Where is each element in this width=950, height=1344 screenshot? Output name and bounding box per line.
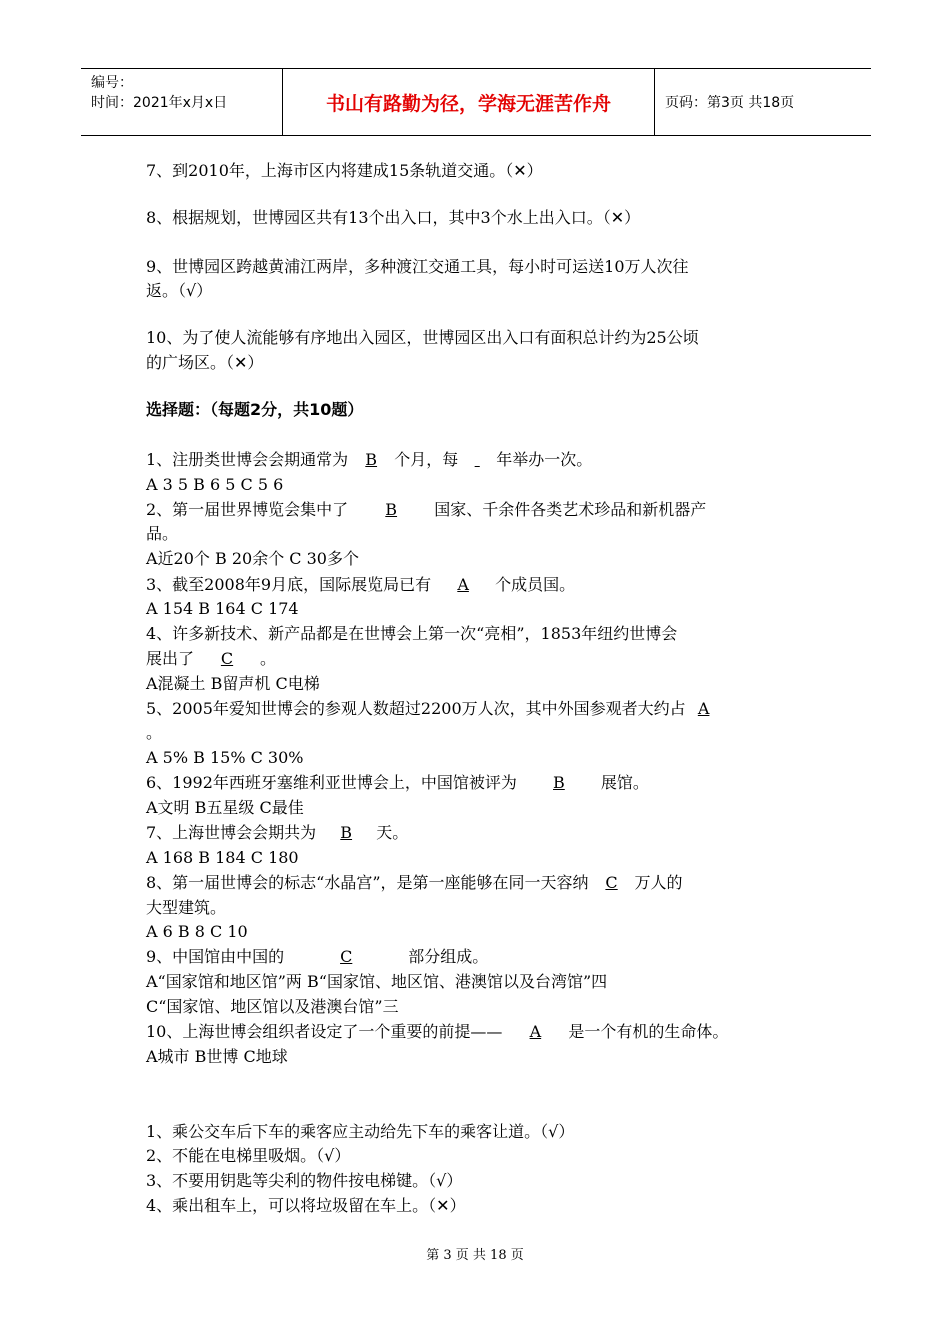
question-options: A混凝土 B留声机 C电梯 (146, 674, 320, 693)
answer-blank: A (529, 1022, 542, 1041)
question-text: 6、1992年西班牙塞维利亚世博会上，中国馆被评为 (146, 773, 517, 792)
question-5 (146, 697, 722, 721)
judge-item: 3、不要用钥匙等尖利的物件按电梯键。（√） (146, 1171, 463, 1190)
header-divider (654, 69, 655, 135)
question-options: A 3 5 B 6 5 C 5 6 (146, 475, 284, 494)
question-text: 10、上海世博会组织者设定了一个重要的前提—— (146, 1022, 503, 1041)
time-label: 时间：2021年x月x日 (91, 95, 228, 111)
judge-item: 的广场区。（✕） (146, 353, 264, 372)
answer-blank: C (220, 649, 234, 668)
question-text: 品。 (146, 524, 179, 543)
question-text: 。 (260, 649, 277, 668)
answer-blank: C (605, 873, 618, 892)
question-10 (146, 1020, 728, 1044)
answer-blank: B (553, 773, 565, 792)
judge-item: 1、乘公交车后下车的乘客应主动给先下车的乘客让道。（√） (146, 1122, 575, 1141)
judge-item: 4、乘出租车上，可以将垃圾留在车上。（✕） (146, 1196, 466, 1215)
question-text: 5、2005年爱知世博会的参观人数超过2200万人次，其中外国参观者大约占 (146, 699, 686, 718)
page-footer: 第 3 页 共 18 页 (426, 1248, 524, 1263)
question-text: 1、注册类世博会会期通常为 (146, 450, 349, 469)
question-6 (146, 771, 649, 795)
question-options: A 5% B 15% C 30% (146, 748, 304, 767)
question-4: 4、许多新技术、新产品都是在世博会上第一次“亮相”，1853年纽约世博会 (146, 624, 678, 643)
question-text: 展出了 (146, 649, 195, 668)
question-text: 2、第一届世界博览会集中了 (146, 500, 349, 519)
judge-item: 10、为了使人流能够有序地出入园区，世博园区出入口有面积总计约为25公顷 (146, 328, 699, 347)
answer-blank: A (457, 575, 469, 594)
question-options: A近20个 B 20余个 C 30多个 (146, 549, 359, 568)
answer-blank: B (340, 823, 353, 842)
question-text: 7、上海世博会会期共为 (146, 823, 317, 842)
answer-blank: B (365, 450, 378, 469)
question-text: 个成员国。 (495, 575, 576, 594)
judge-item: 9、世博园区跨越黄浦江两岸，多种渡江交通工具，每小时可运送10万人次往 (146, 257, 689, 276)
judge-item: 7、到2010年，上海市区内将建成15条轨道交通。（✕） (146, 161, 543, 180)
question-options: A 6 B 8 C 10 (146, 922, 248, 941)
question-3 (146, 573, 575, 597)
judge-item: 2、不能在电梯里吸烟。（√） (146, 1146, 351, 1165)
answer-blank: B (385, 500, 398, 519)
question-text: 年举办一次。 (496, 450, 593, 469)
question-options: A文明 B五星级 C最佳 (146, 798, 304, 817)
empty-blank (458, 448, 496, 472)
question-9 (146, 945, 488, 969)
question-1 (146, 448, 592, 472)
question-text: 展馆。 (600, 773, 649, 792)
question-text: 部分组成。 (408, 947, 489, 966)
section-title: 选择题：（每题2分，共10题） (146, 400, 364, 419)
judge-item: 8、根据规划，世博园区共有13个出入口，其中3个水上出入口。（✕） (146, 208, 641, 227)
question-options: A 168 B 184 C 180 (146, 848, 299, 867)
question-text: 个月，每 (394, 450, 459, 469)
question-text: 万人的 (634, 873, 683, 892)
question-text: 天。 (376, 823, 409, 842)
question-options: A城市 B世博 C地球 (146, 1047, 288, 1066)
question-text: 大型建筑。 (146, 898, 227, 917)
judge-item: 返。（√） (146, 281, 213, 300)
question-8 (146, 871, 683, 895)
question-2 (146, 498, 706, 522)
question-options: C“国家馆、地区馆以及港澳台馆”三 (146, 997, 399, 1016)
question-options: A 154 B 164 C 174 (146, 599, 299, 618)
answer-blank: C (340, 947, 353, 966)
serial-label: 编号： (91, 75, 133, 91)
header-page-info: 页码：第3页 共18页 (665, 95, 795, 111)
question-text: 国家、千余件各类艺术珍品和新机器产 (434, 500, 707, 519)
question-options: A“国家馆和地区馆”两 B“国家馆、地区馆、港澳馆以及台湾馆”四 (146, 972, 608, 991)
question-text: 9、中国馆由中国的 (146, 947, 285, 966)
question-text: 。 (146, 723, 163, 742)
question-4-cont (146, 647, 276, 671)
question-text: 3、截至2008年9月底，国际展览局已有 (146, 575, 432, 594)
answer-blank: A (697, 699, 710, 718)
question-7 (146, 821, 408, 845)
header-left-cell (91, 73, 227, 113)
document-header (81, 68, 871, 136)
question-text: 是一个有机的生命体。 (568, 1022, 729, 1041)
header-motto: 书山有路勤为径，学海无涯苦作舟 (325, 92, 611, 115)
question-text: 8、第一届世博会的标志“水晶宫”，是第一座能够在同一天容纳 (146, 873, 589, 892)
